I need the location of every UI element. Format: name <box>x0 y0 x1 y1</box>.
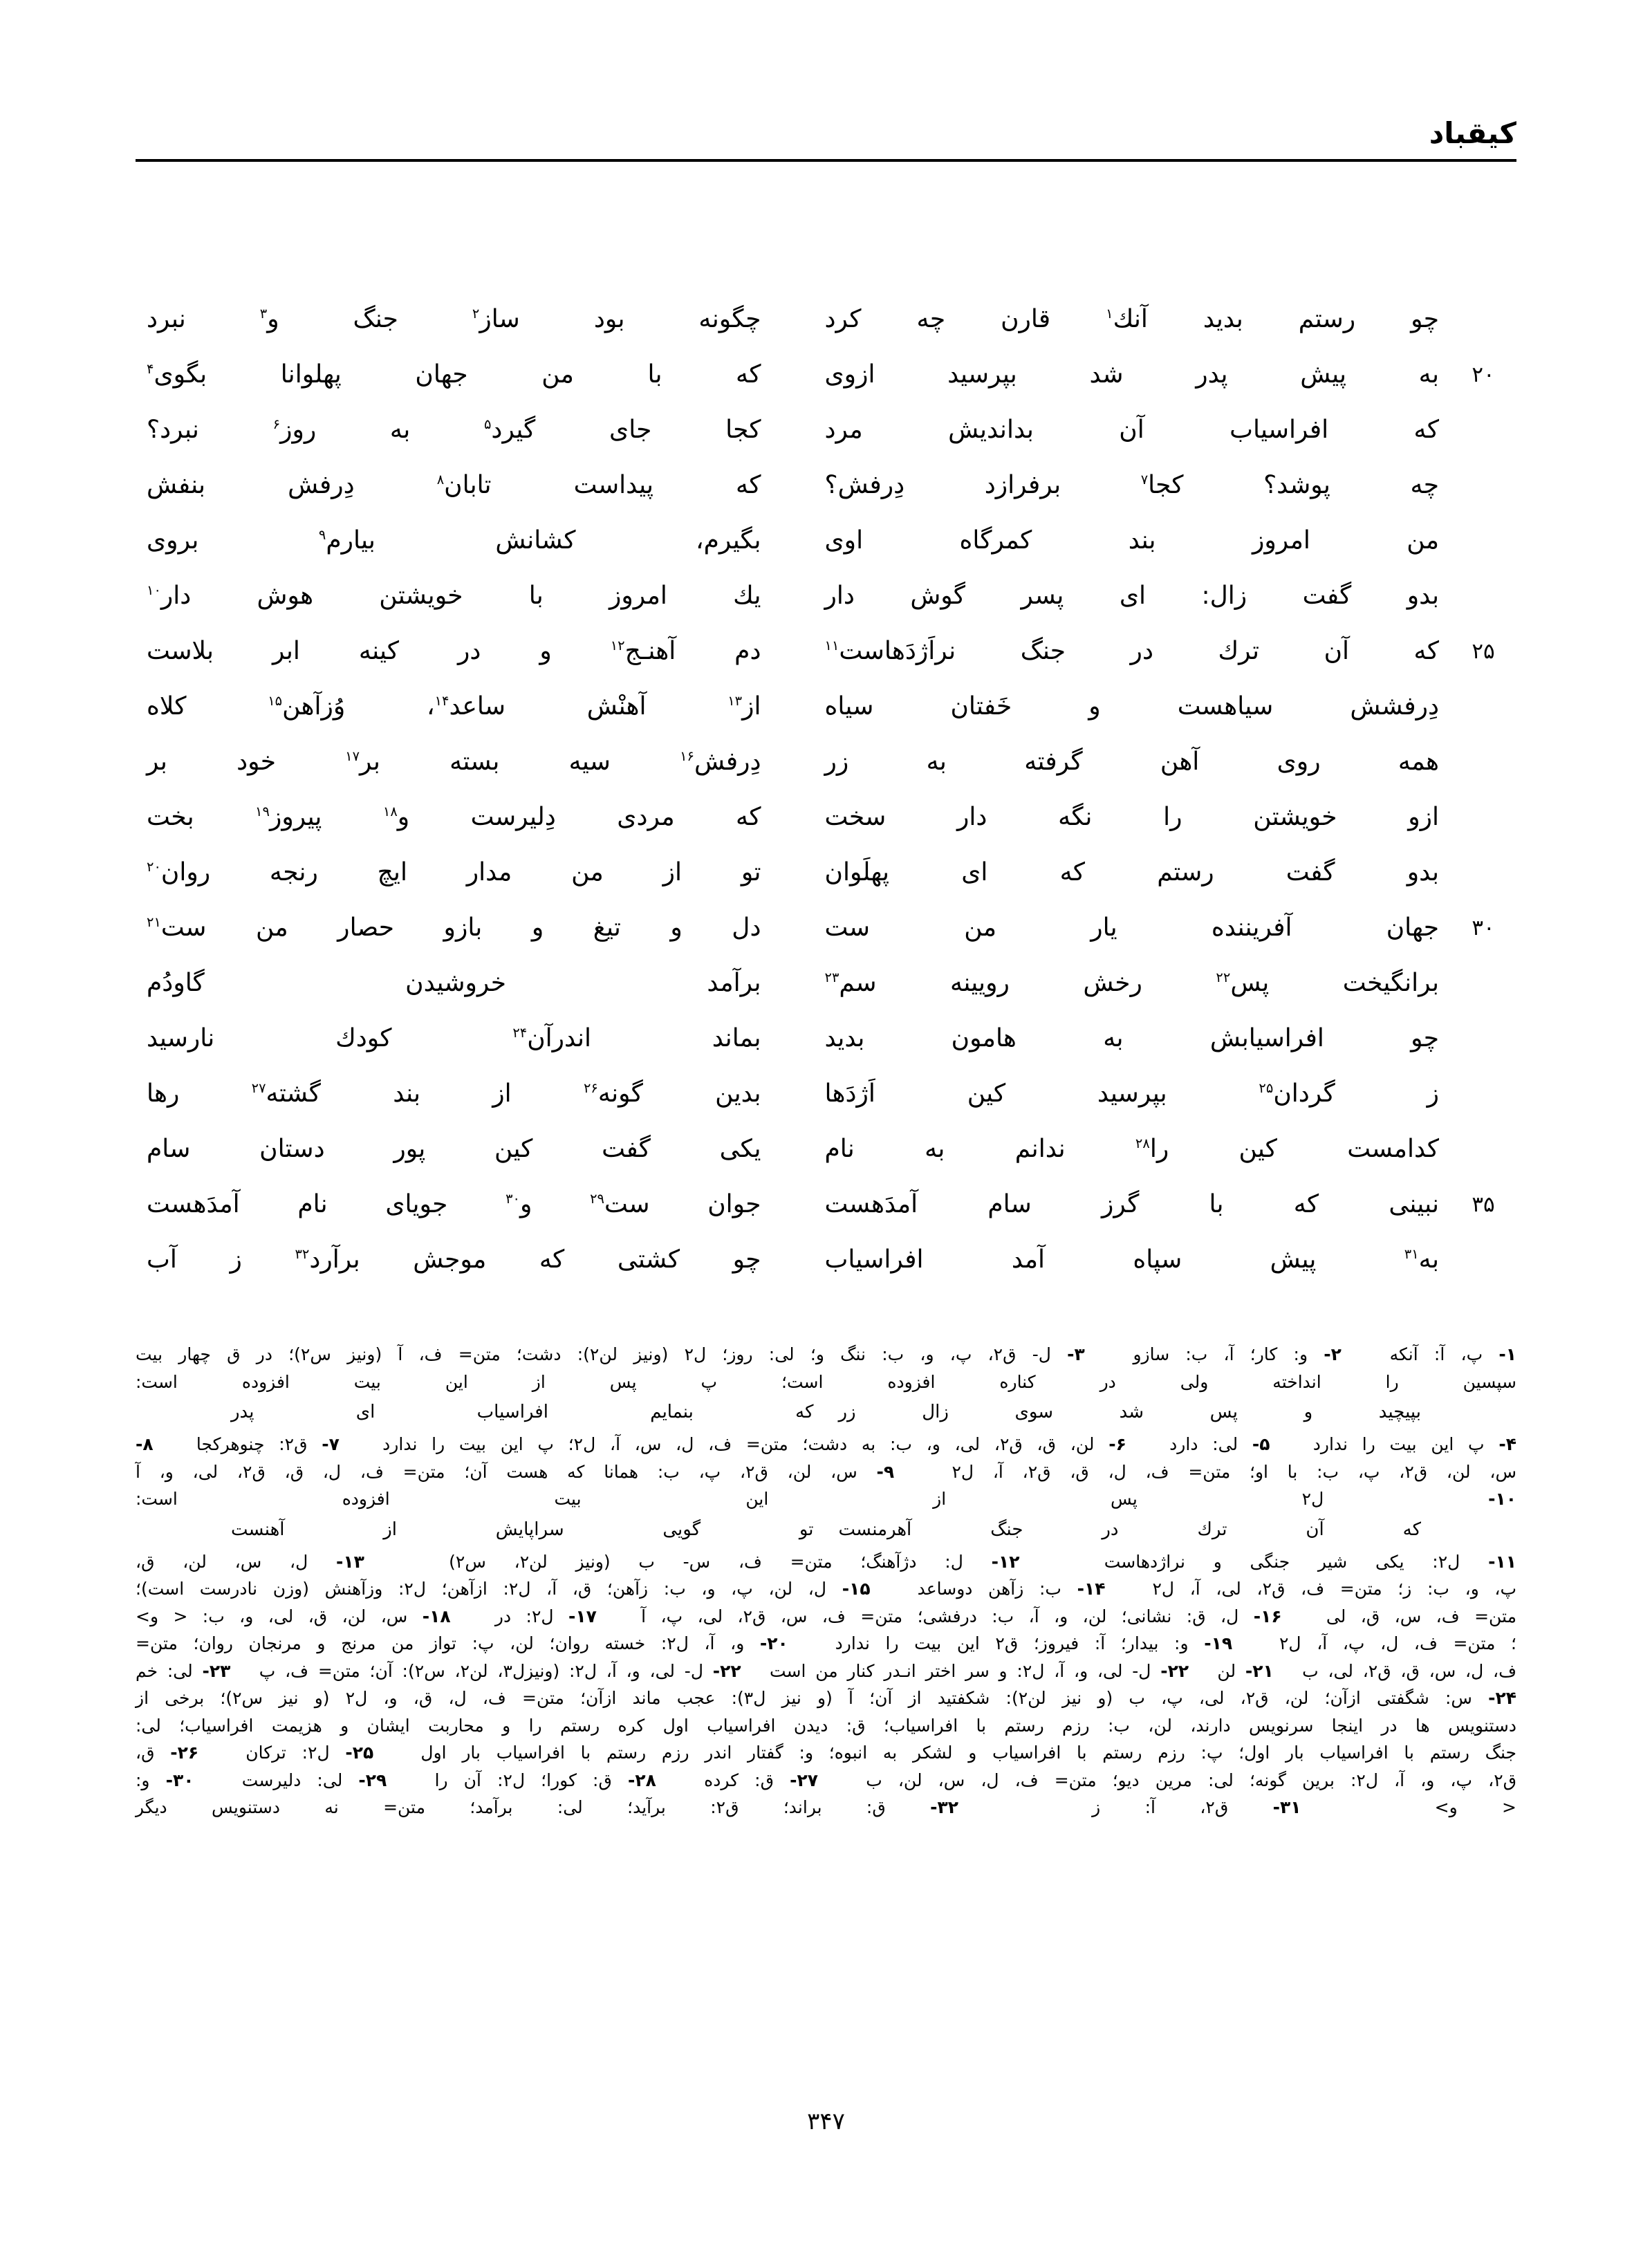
verse-line <box>136 1234 1516 1289</box>
verse-line <box>136 846 1516 902</box>
verse-body <box>136 293 1516 1289</box>
apparatus-note-line: متن= ف، س، ق، لی ۱۶- ل، ق: نشانی؛ لن، و، آ، ب: درفشی؛ متن= ف، س، ق۲، لی، پ، آ ۱۷- ل۲: در ۱۸- س، لن، ق، لی، و، ب: ‌< و> <box>136 1606 1516 1626</box>
hemistich-second: از$^{۱۳}$ آهنْش ساعد$^{۱۴}$، وُزآهن$^{۱۵}$ کلاه <box>147 692 761 721</box>
hemistich-first: چو افراسیابش به هامون بدید <box>824 1024 1439 1052</box>
verse-number: ۳۵ <box>1472 1192 1495 1217</box>
apparatus-hemistich-second: تو گویی سراپایش از آهنست <box>231 1519 814 1540</box>
hemistich-first: همه روی آهن گرفته به زر <box>824 748 1439 776</box>
folio-page-number: ۳۴۷ <box>807 2108 845 2135</box>
apparatus-note-line: ؛ متن= ف، ل، پ، آ، ل۲ ۱۹- و: بیدار؛ آ: فیروز؛ ق۲ این بیت را ندارد ۲۰- و، آ، ل۲: خسته روان؛ لن، پ: تواز من مرنج و مرنجان روان؛ متن= <box>136 1633 1517 1653</box>
hemistich-first: بدو گفت رستم که ای پهلَوان <box>824 858 1439 887</box>
header-divider-rule <box>136 159 1516 162</box>
hemistich-second: که پیداست تابان$^۸$ دِرفش بنفش <box>147 471 761 499</box>
hemistich-first: ز گردان$^{۲۵}$ بپرسید کین اَژدَها <box>824 1079 1439 1108</box>
hemistich-second: جوان ست$^{۲۹}$ و$^{۳۰}$ جویای نام آمدَهست <box>147 1190 761 1218</box>
verse-line <box>136 957 1516 1012</box>
hemistich-first: ازو خویشتن را نگه دار سخت <box>824 803 1439 831</box>
verse-line <box>136 514 1516 570</box>
hemistich-first: که افراسیاب آن بداندیش مرد <box>824 416 1439 444</box>
verse-line <box>136 349 1516 404</box>
apparatus-note-line: جنگ رستم با افراسیاب بار اول؛ پ: رزم رستم با افراسیاب و لشکر به انبوه؛ و: گفتار اندر رزم رستم با افراسیاب بار اول ۲۵- ل۲: ترکان ۲۶- ق، <box>136 1743 1516 1763</box>
hemistich-first: چه پوشد؟ کجا$^۷$ برفرازد دِرفش؟ <box>824 471 1440 499</box>
hemistich-second: دم آهنـج$^{۱۲}$ و در کینه ابر بلاست <box>147 637 761 665</box>
apparatus-hemistich-second: که بنمایم افراسیاب ای پدر <box>231 1402 814 1422</box>
apparatus-note-line: ۱۰- ل۲ پس از این بیت افزوده است: <box>136 1489 1516 1509</box>
verse-line <box>136 404 1516 459</box>
apparatus-note-line: < و> ۳۱- ق۲، آ: ز ۳۲- ق: براند؛ ق۲: برآید؛ لی: برآمد؛ متن= نه دستنویس دیگر <box>136 1797 1516 1817</box>
apparatus-note-line: پ، و، ب: ز؛ متن= ف، ق۲، لی، آ، ل۲ ۱۴- ب: زآهن دوساعد ۱۵- ل، لن، پ، و، ب: زآهن؛ ق، آ، ل۲: ازآهن؛ ل۲: وزآهنش (وزن نادرست است)؛ <box>136 1579 1517 1599</box>
verse-number: ۳۰ <box>1472 916 1495 940</box>
hemistich-first: چو رستم بدید آنك$^۱$ قارن چه کرد <box>824 305 1439 333</box>
verse-line <box>136 902 1516 957</box>
apparatus-note-line: دستنویس ها در اینجا سرنویس دارند، لن، ب: رزم رستم با افراسیاب؛ ق: دیدن افراسیاب اول کره رستم را و محاربت ایشان و هزیمت افراسیاب؛ لی: <box>136 1715 1516 1736</box>
hemistich-second: یکی گفت کین پور دستان سام <box>147 1135 761 1163</box>
verse-line <box>136 625 1516 680</box>
running-head-block <box>136 118 1516 162</box>
hemistich-second: که مردی دِلیرست و$^{۱۸}$ پیروز$^{۱۹}$ بخت <box>147 803 761 831</box>
hemistich-second: دِرفش$^{۱۶}$ سیه بسته بر$^{۱۷}$ خود بر <box>147 748 761 776</box>
verse-line <box>136 1068 1516 1123</box>
hemistich-first: کدامست کین را$^{۲۸}$ ندانم به نام <box>824 1135 1440 1163</box>
apparatus-hemistich-first: که آن ترك در جنگ آهرمنست <box>838 1519 1421 1540</box>
verse-line <box>136 293 1516 349</box>
hemistich-second: تو از من مدار ایچ رنجه روان$^{۲۰}$ <box>147 858 761 887</box>
hemistich-second: بدین گونه$^{۲۶}$ از بند گشته$^{۲۷}$ رها <box>147 1079 761 1108</box>
verse-line <box>136 1123 1516 1178</box>
hemistich-first: من امروز بند کمرگاه اوی <box>824 526 1439 555</box>
hemistich-second: بماند اندرآن$^{۲۴}$ کودك نارسید <box>147 1024 761 1052</box>
verse-number: ۲۵ <box>1472 639 1495 664</box>
verse-line <box>136 1178 1516 1234</box>
hemistich-first: جهان آفریننده یار من ست <box>824 913 1439 942</box>
hemistich-second: بگیرم، کشانش بیارم$^۹$ بروی <box>147 526 761 555</box>
apparatus-note-line: ف، ل، س، ق، ق۲، لی، ب ۲۱- لن ۲۲- ل- لی، و، آ، ل۲: و سر اختر انـدر کنار من است ۲۲- ل- لی، و، آ، ل۲: (ونیزل۳، لن۲، س۲): آن؛ متن= ف، پ ۲۳- لی: خم <box>136 1660 1516 1681</box>
hemistich-first: دِرفشش سیاهست و خَفتان سیاه <box>824 692 1439 721</box>
hemistich-second: برآمد خروشیدن گاودُم <box>147 969 761 997</box>
verse-line <box>136 570 1516 625</box>
hemistich-second: چو کشتی که موجش برآرد$^{۳۲}$ ز آب <box>147 1245 761 1274</box>
critical-apparatus <box>136 1342 1516 1822</box>
hemistich-first: به پیش پدر شد بپرسید ازوی <box>824 360 1439 389</box>
hemistich-second: کجا جای گیرد$^۵$ به روز$^۶$ نبرد؟ <box>147 416 761 444</box>
hemistich-first: برانگیخت پس$^{۲۲}$ رخش رویینه سم$^{۲۳}$ <box>824 969 1439 997</box>
hemistich-first: که آن ترك در جنگ نراَژدَهاست$^{۱۱}$ <box>824 637 1439 665</box>
apparatus-note-line: سپسین را انداخته ولی در کناره افزوده است؛ پ پس از این بیت افزوده است: <box>136 1371 1516 1392</box>
hemistich-second: چگونه بود ساز$^۲$ جنگ و$^۳$ نبرد <box>147 305 761 333</box>
running-head-title: کیقباد <box>1429 116 1516 150</box>
apparatus-quoted-verse <box>136 1516 1516 1543</box>
apparatus-note-line: ۱۱- ل۲: یکی شیر جنگی و نراژدهاست ۱۲- ل: دژآهنگ؛ متن= ف، س- ب (ونیز لن۲، س۲) ۱۳- ل، س، لن، ق، <box>136 1551 1516 1572</box>
apparatus-note-line: ۱- پ، آ: آنکه ۲- و: کار؛ آ، ب: سازو ۳- ل- ق۲، پ، و، ب: ننگ و؛ لی: روز؛ ل۲ (ونیز لن۲): دشت؛ متن= ف، آ (ونیز س۲)؛ در ق چهار بیت <box>136 1344 1516 1364</box>
verse-line <box>136 680 1516 736</box>
verse-line <box>136 1012 1516 1068</box>
hemistich-first: بدو گفت زال: ای پسر گوش دار <box>824 582 1439 610</box>
apparatus-note-line: س، لن، ق۲، پ، ب: با او؛ متن= ف، ل، ق، ق۲، آ، ل۲ ۹- س، لن، ق۲، پ، ب: همانا که هست آن؛ متن= ف، ل، ق، ق۲، لی، و، آ <box>136 1461 1516 1482</box>
apparatus-note-line: ۴- پ این بیت را ندارد ۵- لی: دارد ۶- لن، ق، ق۲، لی، و، ب: به دشت؛ متن= ف، ل، س، آ، ل۲؛ پ این بیت را ندارد ۷- ق۲: چنوهرکجا ۸- <box>136 1434 1516 1454</box>
verse-line <box>136 459 1516 514</box>
hemistich-second: یك امروز با خویشتن هوش دار$^{۱۰}$ <box>147 582 761 610</box>
apparatus-note-line: ق۲، پ، و، آ، ل۲: برین گونه؛ لی: مرین دیو؛ متن= ف، ل، س، لن، ب ۲۷- ق: کرده ۲۸- ق: کورا؛ ل۲: آن را ۲۹- لی: دلیرست ۳۰- و: <box>136 1770 1517 1790</box>
apparatus-quoted-verse <box>136 1399 1516 1426</box>
apparatus-hemistich-first: بپیچید و پس شد سوی زال زر <box>838 1402 1421 1422</box>
hemistich-second: که با من جهان پهلوانا بگوی$^۴$ <box>147 360 761 389</box>
verse-line <box>136 791 1516 846</box>
verse-number: ۲۰ <box>1472 362 1495 387</box>
hemistich-first: به$^{۳۱}$ پیش سپاه آمد افراسیاب <box>824 1245 1439 1274</box>
apparatus-note-line: ۲۴- س: شگفتی ازآن؛ لن، ق۲، لی، پ، ب (و نیز لن۲): شکفتید از آن؛ آ (و نیز ل۳): عجب ماند ازآن؛ متن= ف، ل، ق، و، ل۲ (و نیز س۲)؛ برخی از <box>136 1688 1517 1708</box>
verse-line <box>136 736 1516 791</box>
hemistich-first: نبینی که با گرز سام آمدَهست <box>824 1190 1439 1218</box>
hemistich-second: دل و تیغ و بازو حصار من ست$^{۲۱}$ <box>147 913 761 942</box>
